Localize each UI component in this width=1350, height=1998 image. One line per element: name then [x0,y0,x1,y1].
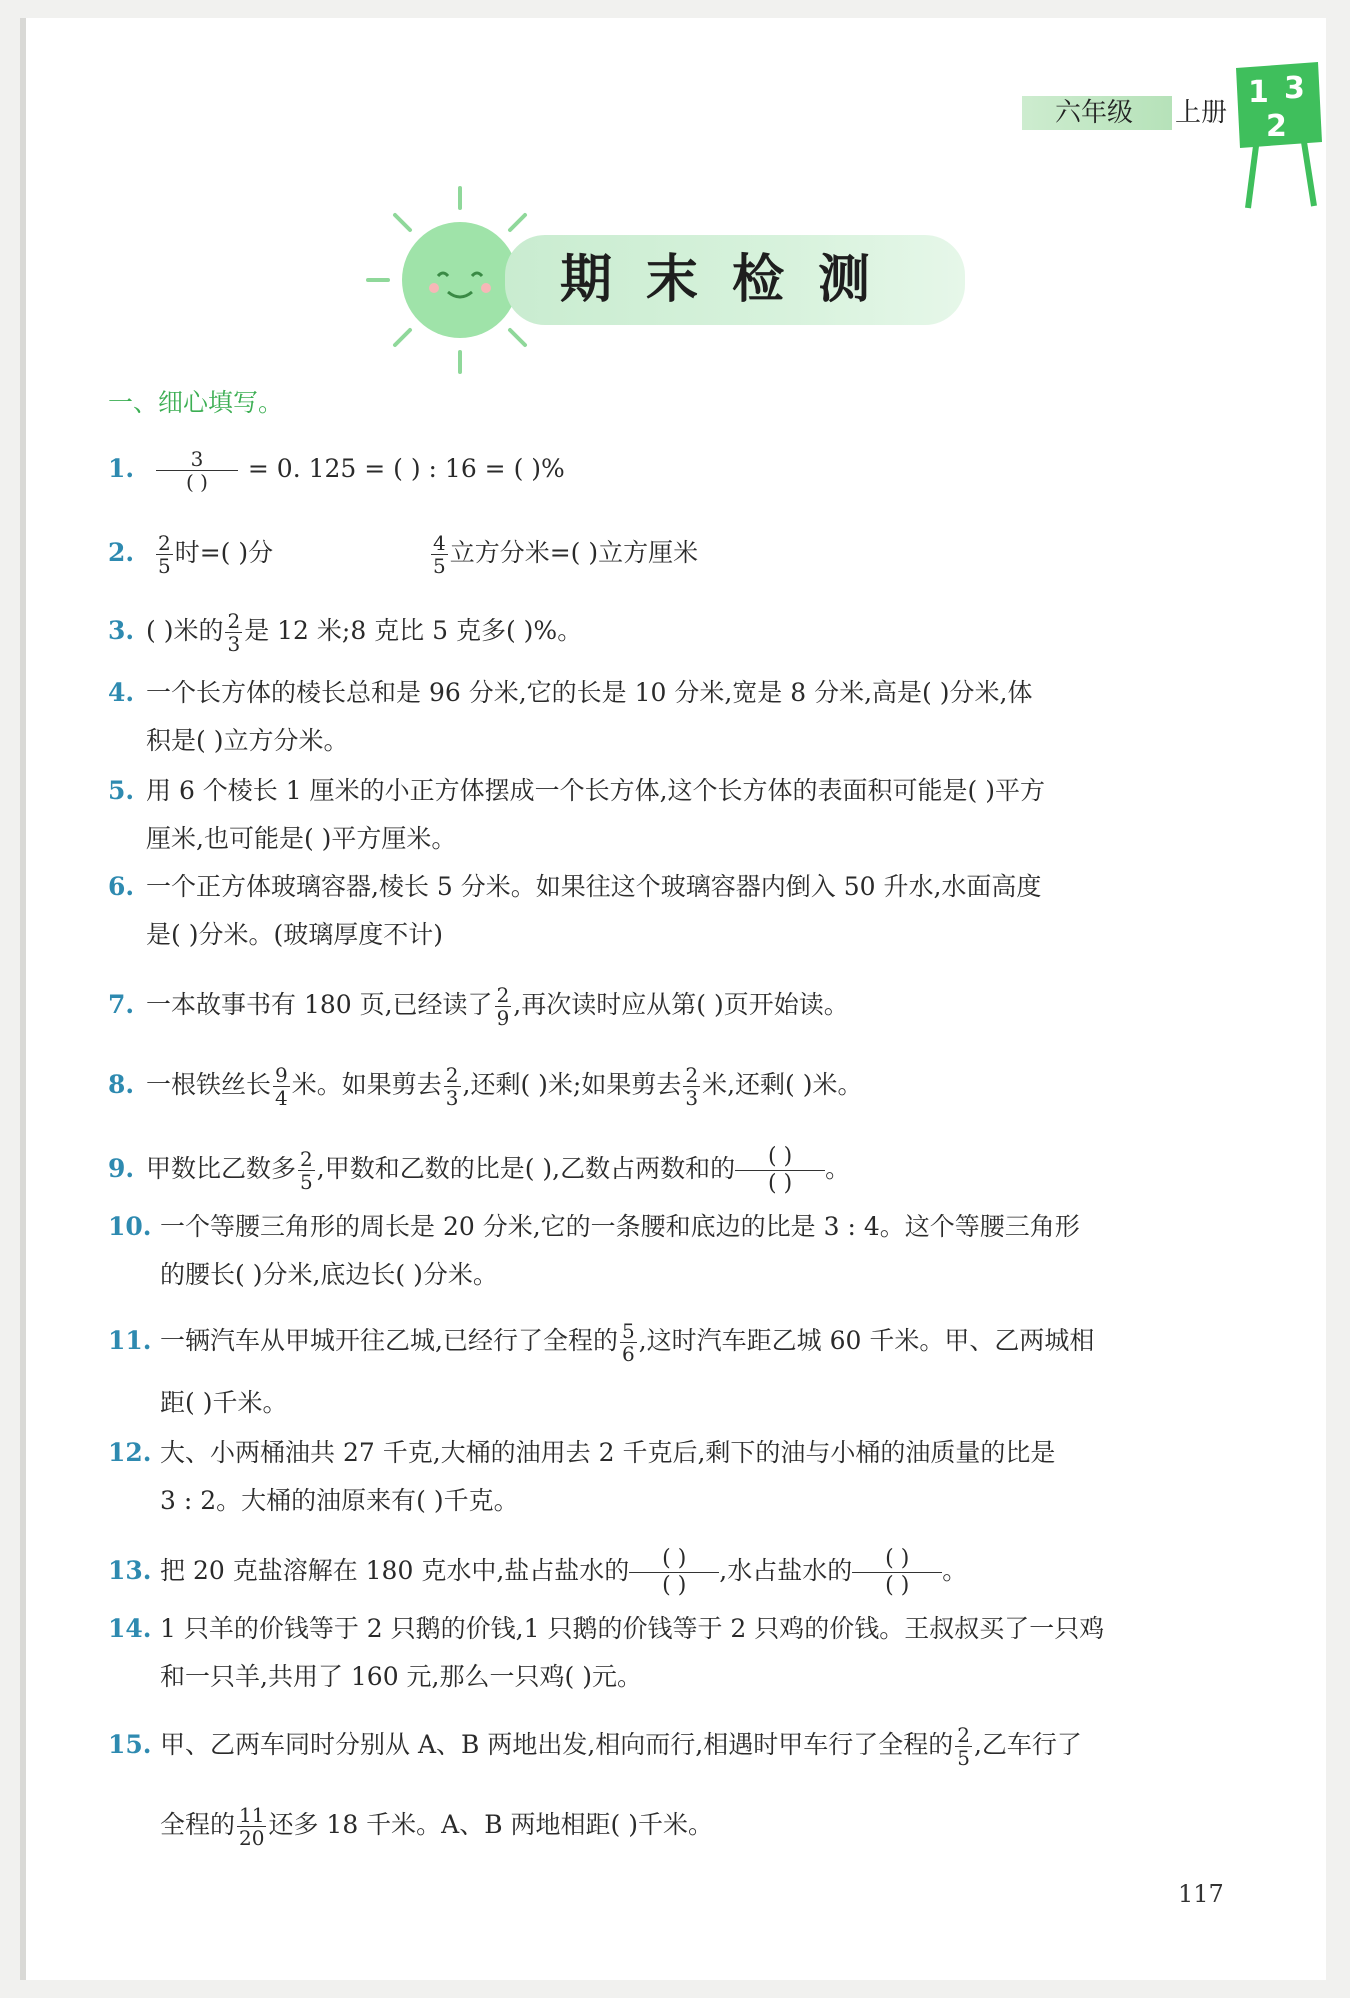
denominator: ( ) [662,1573,687,1598]
question-text: 一辆汽车从甲城开往乙城,已经行了全程的 [160,1326,618,1355]
question-text: ,这时汽车距乙城 60 千米。甲、乙两城相 [638,1326,1095,1355]
question-text: 把 20 克盐溶解在 180 克水中,盐占盐水的 [160,1556,630,1585]
page-title: 期末检测 [560,250,905,310]
logo-digit-1: 1 [1248,75,1269,110]
term-label: 上册 [1175,98,1228,128]
question-6 [108,872,1233,902]
denominator: 3 [445,1086,459,1110]
question-text: 时=( )分 [174,538,274,567]
question-14-line-2: 和一只羊,共用了 160 元,那么一只鸡( )元。 [160,1662,642,1691]
question-number: 14. [108,1614,152,1643]
question-4 [108,678,1233,708]
question-text: 一个正方体玻璃容器,棱长 5 分米。如果往这个玻璃容器内倒入 50 升水,水面高度 [146,872,1042,901]
question-text: 全程的 [160,1810,236,1839]
denominator: 5 [957,1746,970,1770]
question-text: 米,还剩( )米。 [702,1070,863,1099]
numerator: 4 [433,531,446,555]
numerator: 2 [227,609,241,633]
question-11 [108,1320,1233,1365]
denominator: 3 [685,1086,699,1110]
question-number: 11. [108,1326,152,1355]
question-number: 13. [108,1556,152,1585]
denominator: 5 [157,554,171,578]
section-heading: 一、细心填写。 [108,388,284,417]
question-number: 10. [108,1212,152,1241]
question-15 [108,1724,1233,1769]
question-3 [108,610,1233,655]
fraction [273,1064,290,1109]
question-text: 是 12 米;8 克比 5 克多( )%。 [244,616,583,645]
fraction [431,532,448,577]
question-text: = 0. 125 = ( ) : 16 = ( )% [247,454,565,483]
fraction [156,532,173,577]
logo-digit-2: 2 [1266,109,1287,144]
fraction [237,1804,266,1849]
denominator: ( ) [885,1573,910,1598]
fraction [955,1724,972,1769]
question-1 [108,448,1233,493]
denominator: 4 [275,1086,288,1110]
blank-fraction [735,1144,825,1197]
question-5-line-2: 厘米,也可能是( )平方厘米。 [146,824,457,853]
question-text: 一个等腰三角形的周长是 20 分米,它的一条腰和底边的比是 3 : 4。这个等腰三角形 [160,1212,1080,1241]
denominator: 5 [300,1170,313,1194]
chalkboard-logo-icon [1226,58,1326,218]
denominator: 3 [227,632,241,656]
numerator: 2 [445,1063,459,1087]
fraction [298,1148,315,1193]
question-number: 12. [108,1438,152,1467]
fraction [444,1064,461,1109]
question-number: 9. [108,1154,135,1183]
numerator: 9 [275,1063,288,1087]
blank-fraction [629,1546,719,1599]
question-number: 3. [108,616,135,645]
question-number: 2. [108,538,135,567]
fraction [225,610,242,655]
question-2 [108,532,1233,577]
question-text: 一根铁丝长 [146,1070,272,1099]
question-7 [108,984,1233,1029]
question-number: 15. [108,1730,152,1759]
denominator: 5 [433,554,446,578]
question-text: 。 [942,1556,968,1585]
numerator: 2 [957,1723,970,1747]
question-5 [108,776,1233,806]
question-14 [108,1614,1233,1644]
question-text: 甲数比乙数多 [146,1154,297,1183]
question-text: 一本故事书有 180 页,已经读了 [146,990,493,1019]
question-12 [108,1438,1233,1468]
logo-digit-3: 3 [1284,71,1305,106]
fraction [495,984,512,1029]
question-13 [108,1546,1233,1599]
question-6-line-2: 是( )分米。(玻璃厚度不计) [146,920,443,949]
question-text: ,水占盐水的 [719,1556,853,1585]
question-text: ,还剩( )米;如果剪去 [462,1070,682,1099]
question-text: 1 只羊的价钱等于 2 只鹅的价钱,1 只鹅的价钱等于 2 只鸡的价钱。王叔叔买了一只鸡 [160,1614,1105,1643]
question-number: 7. [108,990,135,1019]
numerator: 11 [239,1803,265,1827]
question-text: ,甲数和乙数的比是( ),乙数占两数和的 [316,1154,736,1183]
numerator: 2 [157,531,171,555]
question-number: 5. [108,776,135,805]
denominator: ( ) [185,470,208,494]
question-text: 。 [825,1154,851,1183]
question-text: 一个长方体的棱长总和是 96 分米,它的长是 10 分米,宽是 8 分米,高是( )分米,体 [146,678,1033,707]
question-text: 还多 18 千米。A、B 两地相距( )千米。 [268,1810,714,1839]
fraction [683,1064,700,1109]
denominator: ( ) [768,1171,793,1196]
question-8 [108,1064,1233,1109]
question-number: 4. [108,678,135,707]
question-text: 大、小两桶油共 27 千克,大桶的油用去 2 千克后,剩下的油与小桶的油质量的比是 [160,1438,1056,1467]
fraction [156,448,238,493]
page-number: 117 [1178,1880,1224,1908]
question-10 [108,1212,1233,1242]
question-text: ,再次读时应从第( )页开始读。 [513,990,849,1019]
denominator: 20 [239,1826,265,1850]
question-11-line-2: 距( )千米。 [160,1388,288,1417]
denominator: 9 [496,1006,510,1030]
question-10-line-2: 的腰长( )分米,底边长( )分米。 [160,1260,498,1289]
numerator: 2 [685,1063,699,1087]
numerator: ( ) [852,1546,942,1573]
question-text: ( )米的 [146,616,224,645]
question-number: 1. [108,454,135,483]
question-text: 米。如果剪去 [291,1070,442,1099]
question-text: ,乙车行了 [973,1730,1082,1759]
question-15-line-2 [160,1804,1160,1849]
question-number: 8. [108,1070,135,1099]
numerator: 2 [496,983,510,1007]
question-12-line-2: 3 : 2。大桶的油原来有( )千克。 [160,1486,519,1515]
numerator: ( ) [735,1144,825,1171]
numerator: 2 [300,1147,313,1171]
fraction [620,1320,637,1365]
numerator: 5 [621,1319,635,1343]
grade-label: 六年级 [1055,98,1134,128]
question-text: 立方分米=( )立方厘米 [449,538,699,567]
numerator: 3 [156,448,238,471]
question-number: 6. [108,872,135,901]
question-text: 甲、乙两车同时分别从 A、B 两地出发,相向而行,相遇时甲车行了全程的 [160,1730,954,1759]
question-9 [108,1144,1233,1197]
question-4-line-2: 积是( )立方分米。 [146,726,349,755]
blank-fraction [852,1546,942,1599]
question-text: 用 6 个棱长 1 厘米的小正方体摆成一个长方体,这个长方体的表面积可能是( )平方 [146,776,1046,805]
numerator: ( ) [629,1546,719,1573]
denominator: 6 [621,1342,635,1366]
